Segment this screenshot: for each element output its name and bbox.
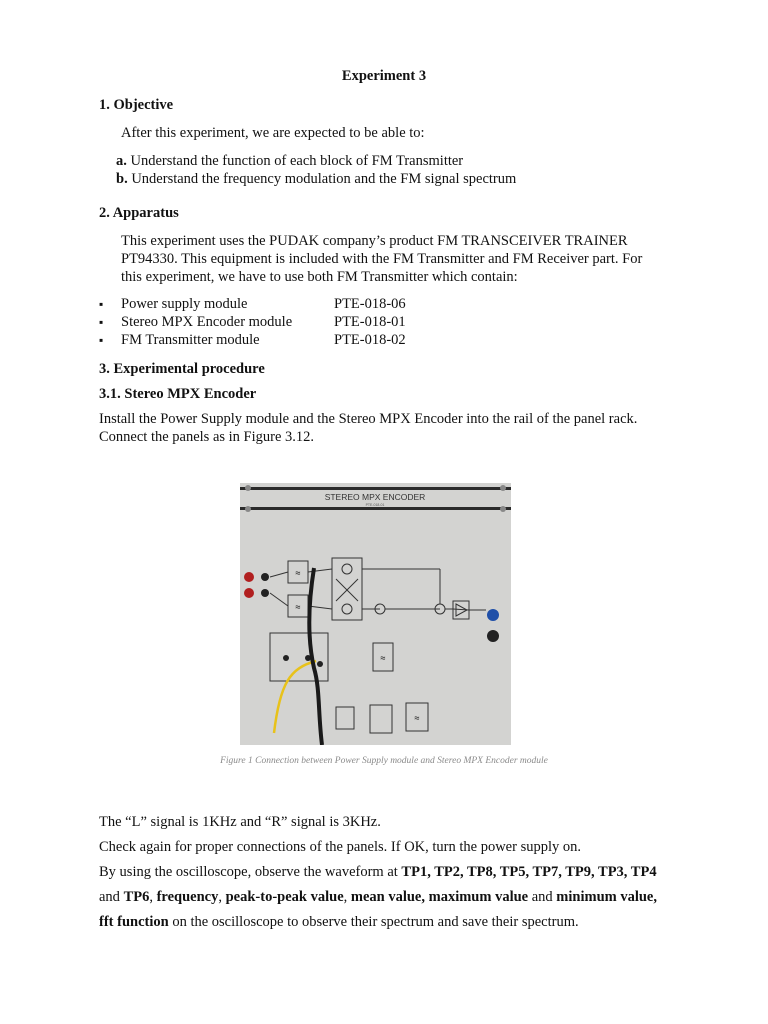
item-marker: a. bbox=[116, 153, 127, 169]
objective-item bbox=[116, 153, 463, 170]
apparatus-line: This experiment uses the PUDAK company’s product FM TRANSCEIVER TRAINER bbox=[121, 233, 628, 249]
check-text: Check again for proper connections of the panels. If OK, turn the power supply on. bbox=[99, 839, 581, 855]
svg-text:≈: ≈ bbox=[414, 713, 420, 723]
module-code: PTE-018-06 bbox=[334, 296, 406, 312]
svg-text:≈: ≈ bbox=[380, 653, 386, 663]
module-name: ▪ FM Transmitter module bbox=[121, 332, 260, 349]
panel-code: PTE-018-01 bbox=[365, 503, 385, 507]
p2p-text: peak-to-peak value bbox=[225, 889, 344, 905]
objective-heading: 1. Objective bbox=[99, 97, 174, 113]
procedure-heading: 3. Experimental procedure bbox=[99, 361, 265, 377]
item-text: Understand the function of each block of FM Transmitter bbox=[130, 153, 464, 169]
stereo-mpx-encoder-photo bbox=[240, 483, 511, 745]
procedure-line: Connect the panels as in Figure 3.12. bbox=[99, 429, 315, 445]
figure-caption: Figure 1 Connection between Power Supply module and Stereo MPX Encoder module bbox=[220, 756, 548, 766]
objective-item bbox=[116, 171, 516, 188]
and-text: and bbox=[528, 889, 557, 905]
apparatus-line: this experiment, we have to use both FM Transmitter which contain: bbox=[121, 269, 518, 285]
item-text: Understand the frequency modulation and the FM signal spectrum bbox=[131, 171, 517, 187]
svg-text:≈: ≈ bbox=[295, 568, 301, 578]
observe-line-2 bbox=[99, 889, 657, 906]
test-points: TP1, TP2, TP8, TP5, TP7, TP9, TP3, TP4 bbox=[401, 864, 657, 880]
page-title: Experiment 3 bbox=[341, 68, 427, 84]
procedure-subheading: 3.1. Stereo MPX Encoder bbox=[99, 386, 257, 402]
module-name: ▪ Stereo MPX Encoder module bbox=[121, 314, 292, 331]
procedure-line: Install the Power Supply module and the Stereo MPX Encoder into the rail of the panel rack. bbox=[99, 411, 638, 427]
apparatus-heading: 2. Apparatus bbox=[99, 205, 179, 221]
module-code: PTE-018-01 bbox=[334, 314, 406, 330]
and-text: and bbox=[99, 889, 124, 905]
fft-text: fft function bbox=[99, 914, 169, 930]
observe-line-1 bbox=[99, 864, 657, 881]
objective-intro: After this experiment, we are expected to be able to: bbox=[121, 125, 425, 141]
rest-text: on the oscilloscope to observe their spectrum and save their spectrum. bbox=[168, 914, 579, 930]
module-code: PTE-018-02 bbox=[334, 332, 406, 348]
comma: , bbox=[218, 889, 226, 905]
apparatus-line: PT94330. This equipment is included with the FM Transmitter and FM Receiver part. For bbox=[121, 251, 643, 267]
panel-title: STEREO MPX ENCODER bbox=[324, 492, 426, 502]
comma: , bbox=[149, 889, 157, 905]
mean-max-text: mean value, maximum value bbox=[350, 889, 529, 905]
observe-line-3 bbox=[99, 914, 579, 931]
item-marker: b. bbox=[116, 171, 128, 187]
tp6-text: TP6 bbox=[123, 889, 150, 905]
frequency-text: frequency bbox=[156, 889, 219, 905]
signal-text: The “L” signal is 1KHz and “R” signal is 3KHz. bbox=[99, 814, 381, 830]
svg-text:≈: ≈ bbox=[295, 602, 301, 612]
observe-text: By using the oscilloscope, observe the waveform at bbox=[99, 864, 402, 880]
module-name: ▪ Power supply module bbox=[121, 296, 247, 313]
comma: , bbox=[343, 889, 351, 905]
min-text: minimum value, bbox=[556, 889, 657, 905]
